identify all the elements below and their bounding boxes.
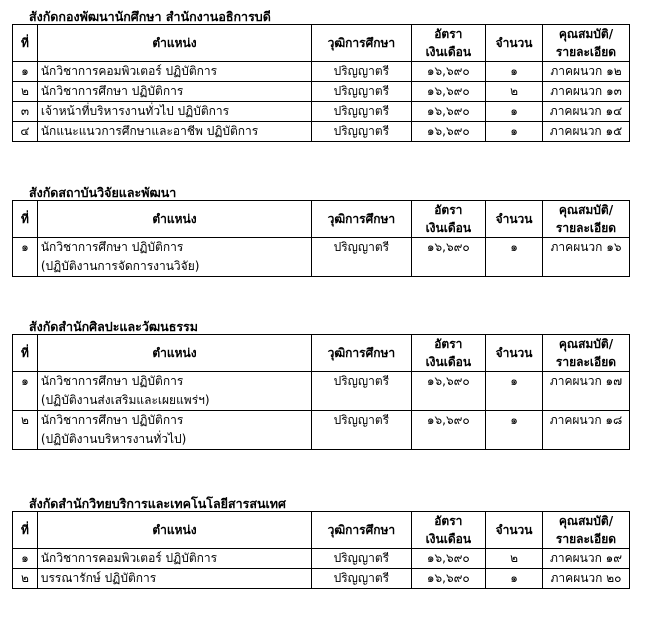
header-no: ที่ xyxy=(13,512,38,549)
details-cell: ภาคผนวก ๑๙ xyxy=(543,549,630,569)
section-title: สังกัดสถาบันวิจัยและพัฒนา xyxy=(29,185,177,200)
header-details-line2: รายละเอียด xyxy=(555,355,617,369)
header-education: วุฒิการศึกษา xyxy=(312,25,411,62)
position-table xyxy=(12,511,630,589)
salary-cell: ๑๖,๖๙๐ xyxy=(411,549,486,569)
count-cell: ๑ xyxy=(486,238,543,277)
section-title: สังกัดสำนักวิทยบริการและเทคโนโลยีสารสนเทศ xyxy=(29,496,286,511)
header-education: วุฒิการศึกษา xyxy=(312,512,411,549)
salary-cell: ๑๖,๖๙๐ xyxy=(411,569,486,589)
salary-cell: ๑๖,๖๙๐ xyxy=(411,122,486,142)
header-row xyxy=(13,25,630,62)
education-cell: ปริญญาตรี xyxy=(312,569,411,589)
position-title: นักแนะแนวการศึกษาและอาชีพ ปฏิบัติการ xyxy=(40,124,259,138)
row-number: ๑ xyxy=(13,238,38,277)
table-row xyxy=(13,372,630,411)
table-row xyxy=(13,569,630,589)
salary-cell: ๑๖,๖๙๐ xyxy=(411,411,486,450)
count-cell: ๒ xyxy=(486,82,543,102)
education-cell: ปริญญาตรี xyxy=(312,62,411,82)
header-salary xyxy=(411,25,486,62)
position-table xyxy=(12,334,630,450)
header-no: ที่ xyxy=(13,335,38,372)
row-number: ๔ xyxy=(13,122,38,142)
education-cell: ปริญญาตรี xyxy=(312,411,411,450)
header-salary-line2: เงินเดือน xyxy=(425,45,472,59)
position-subtitle: (ปฏิบัติงานส่งเสริมและเผยแพร่ฯ) xyxy=(40,393,210,407)
header-details-line1: คุณสมบัติ/ xyxy=(558,203,614,217)
position-cell xyxy=(37,372,311,411)
position-table xyxy=(12,24,630,142)
table-row xyxy=(13,102,630,122)
count-cell: ๑ xyxy=(486,411,543,450)
position-table xyxy=(12,200,630,277)
details-cell: ภาคผนวก ๑๗ xyxy=(543,372,630,411)
salary-cell: ๑๖,๖๙๐ xyxy=(411,82,486,102)
table-row xyxy=(13,82,630,102)
header-count: จำนวน xyxy=(486,512,543,549)
position-title: บรรณารักษ์ ปฏิบัติการ xyxy=(40,571,157,585)
row-number: ๑ xyxy=(13,62,38,82)
header-salary-line1: อัตรา xyxy=(434,337,463,351)
header-salary-line1: อัตรา xyxy=(434,27,463,41)
position-cell xyxy=(37,549,311,569)
table-row xyxy=(13,62,630,82)
header-details xyxy=(543,201,630,238)
header-count: จำนวน xyxy=(486,25,543,62)
header-salary xyxy=(411,201,486,238)
row-number: ๑ xyxy=(13,549,38,569)
header-position: ตำแหน่ง xyxy=(37,201,311,238)
education-cell: ปริญญาตรี xyxy=(312,238,411,277)
row-number: ๒ xyxy=(13,569,38,589)
education-cell: ปริญญาตรี xyxy=(312,102,411,122)
header-details-line2: รายละเอียด xyxy=(555,45,617,59)
position-title: นักวิชาการศึกษา ปฏิบัติการ xyxy=(40,84,184,98)
header-details xyxy=(543,25,630,62)
count-cell: ๑ xyxy=(486,102,543,122)
header-salary-line2: เงินเดือน xyxy=(425,355,472,369)
salary-cell: ๑๖,๖๙๐ xyxy=(411,372,486,411)
position-title: เจ้าหน้าที่บริหารงานทั่วไป ปฏิบัติการ xyxy=(40,104,230,118)
header-details xyxy=(543,335,630,372)
row-number: ๒ xyxy=(13,411,38,450)
position-cell xyxy=(37,122,311,142)
header-education: วุฒิการศึกษา xyxy=(312,335,411,372)
header-salary-line1: อัตรา xyxy=(434,514,463,528)
header-position: ตำแหน่ง xyxy=(37,25,311,62)
header-count: จำนวน xyxy=(486,335,543,372)
header-salary xyxy=(411,512,486,549)
header-position: ตำแหน่ง xyxy=(37,335,311,372)
position-subtitle: (ปฏิบัติงานบริหารงานทั่วไป) xyxy=(40,432,187,446)
details-cell: ภาคผนวก ๒๐ xyxy=(543,569,630,589)
row-number: ๓ xyxy=(13,102,38,122)
row-number: ๒ xyxy=(13,82,38,102)
header-no: ที่ xyxy=(13,25,38,62)
header-details-line1: คุณสมบัติ/ xyxy=(558,27,614,41)
table-row xyxy=(13,411,630,450)
salary-cell: ๑๖,๖๙๐ xyxy=(411,238,486,277)
header-details-line1: คุณสมบัติ/ xyxy=(558,514,614,528)
position-title: นักวิชาการศึกษา ปฏิบัติการ xyxy=(40,374,184,388)
details-cell: ภาคผนวก ๑๕ xyxy=(543,122,630,142)
education-cell: ปริญญาตรี xyxy=(312,549,411,569)
header-details-line1: คุณสมบัติ/ xyxy=(558,337,614,351)
header-row xyxy=(13,512,630,549)
section-title: สังกัดกองพัฒนานักศึกษา สำนักงานอธิการบดี xyxy=(29,9,271,24)
header-salary-line1: อัตรา xyxy=(434,203,463,217)
education-cell: ปริญญาตรี xyxy=(312,372,411,411)
header-details-line2: รายละเอียด xyxy=(555,221,617,235)
position-title: นักวิชาการคอมพิวเตอร์ ปฏิบัติการ xyxy=(40,64,218,78)
details-cell: ภาคผนวก ๑๖ xyxy=(543,238,630,277)
table-row xyxy=(13,122,630,142)
header-salary-line2: เงินเดือน xyxy=(425,221,472,235)
position-title: นักวิชาการศึกษา ปฏิบัติการ xyxy=(40,413,184,427)
count-cell: ๑ xyxy=(486,122,543,142)
header-education: วุฒิการศึกษา xyxy=(312,201,411,238)
position-cell xyxy=(37,62,311,82)
position-cell xyxy=(37,82,311,102)
header-no: ที่ xyxy=(13,201,38,238)
count-cell: ๒ xyxy=(486,549,543,569)
table-row xyxy=(13,549,630,569)
details-cell: ภาคผนวก ๑๓ xyxy=(543,82,630,102)
table-row xyxy=(13,238,630,277)
position-cell xyxy=(37,238,311,277)
section-title: สังกัดสำนักศิลปะและวัฒนธรรม xyxy=(29,319,199,334)
position-title: นักวิชาการคอมพิวเตอร์ ปฏิบัติการ xyxy=(40,551,218,565)
count-cell: ๑ xyxy=(486,372,543,411)
details-cell: ภาคผนวก ๑๘ xyxy=(543,411,630,450)
count-cell: ๑ xyxy=(486,569,543,589)
header-position: ตำแหน่ง xyxy=(37,512,311,549)
salary-cell: ๑๖,๖๙๐ xyxy=(411,102,486,122)
header-row xyxy=(13,201,630,238)
details-cell: ภาคผนวก ๑๔ xyxy=(543,102,630,122)
details-cell: ภาคผนวก ๑๒ xyxy=(543,62,630,82)
row-number: ๑ xyxy=(13,372,38,411)
position-cell xyxy=(37,102,311,122)
education-cell: ปริญญาตรี xyxy=(312,122,411,142)
header-salary-line2: เงินเดือน xyxy=(425,532,472,546)
education-cell: ปริญญาตรี xyxy=(312,82,411,102)
position-cell xyxy=(37,411,311,450)
header-row xyxy=(13,335,630,372)
header-details xyxy=(543,512,630,549)
salary-cell: ๑๖,๖๙๐ xyxy=(411,62,486,82)
header-details-line2: รายละเอียด xyxy=(555,532,617,546)
header-count: จำนวน xyxy=(486,201,543,238)
position-cell xyxy=(37,569,311,589)
header-salary xyxy=(411,335,486,372)
count-cell: ๑ xyxy=(486,62,543,82)
position-title: นักวิชาการศึกษา ปฏิบัติการ xyxy=(40,240,184,254)
position-subtitle: (ปฏิบัติงานการจัดการงานวิจัย) xyxy=(40,259,200,273)
